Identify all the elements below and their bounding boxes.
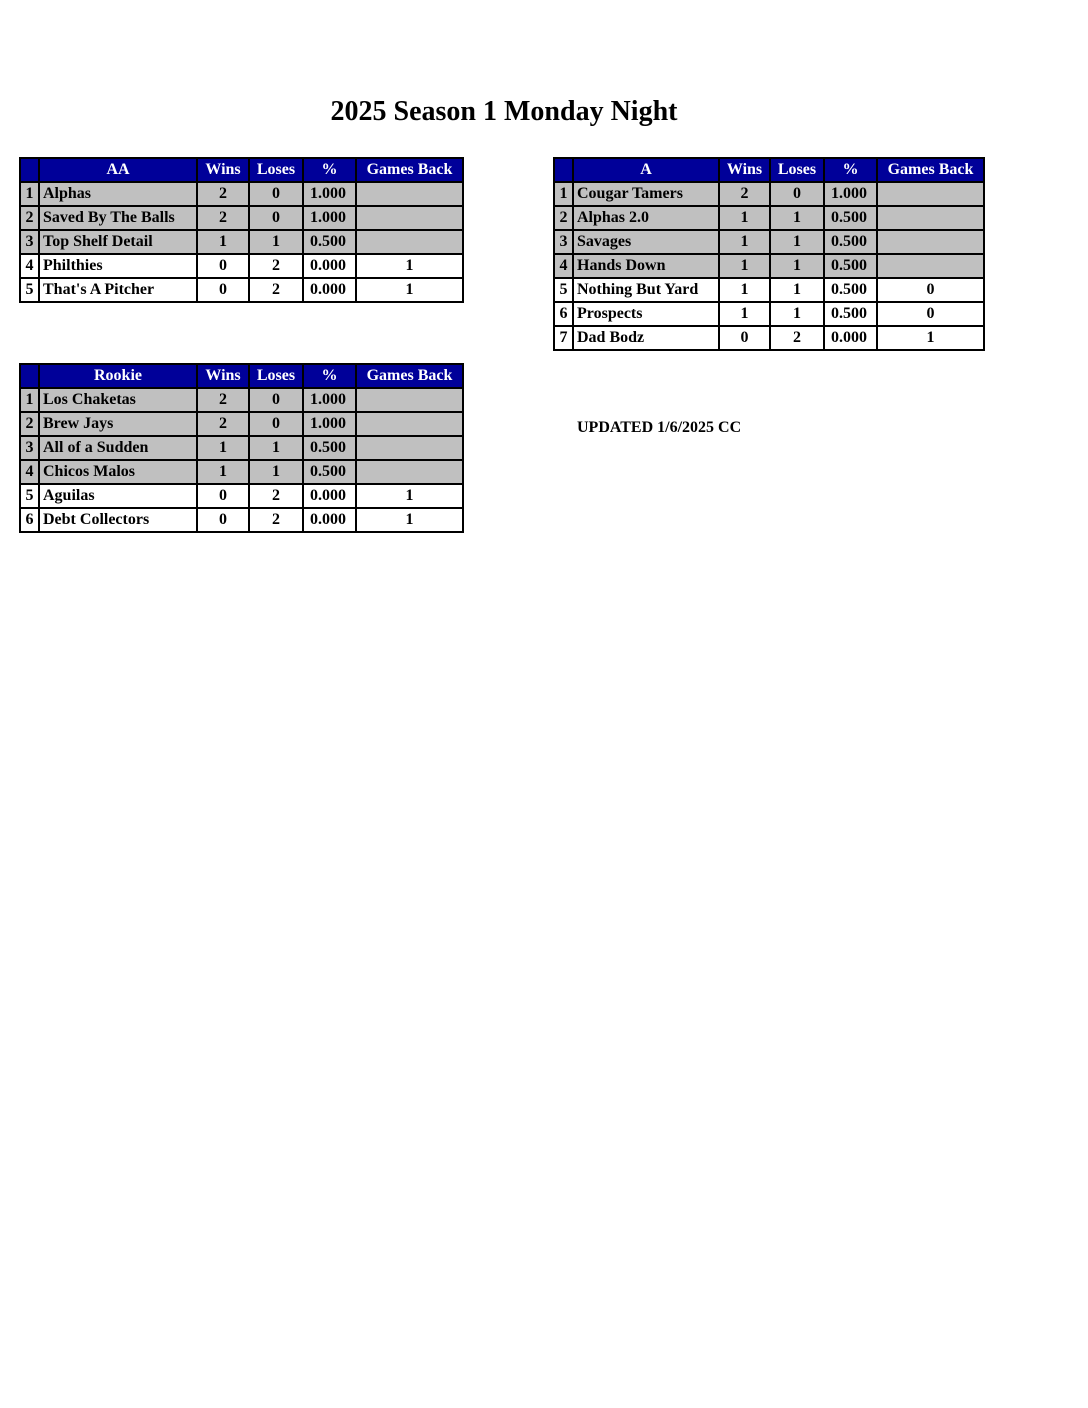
loses-cell: 2 — [249, 254, 303, 278]
loses-cell: 0 — [249, 182, 303, 206]
table-row — [20, 460, 463, 484]
team-name: Dad Bodz — [573, 326, 719, 350]
table-row — [20, 436, 463, 460]
loses-cell: 2 — [249, 484, 303, 508]
loses-cell: 1 — [770, 206, 824, 230]
division-name: A — [573, 158, 719, 182]
games-back-cell: 1 — [356, 278, 463, 302]
table-row — [20, 388, 463, 412]
wins-cell: 0 — [197, 254, 249, 278]
rank-cell: 5 — [554, 278, 573, 302]
wins-cell: 1 — [719, 254, 770, 278]
games-back-cell: 0 — [877, 302, 984, 326]
loses-cell: 2 — [249, 278, 303, 302]
team-name: Los Chaketas — [39, 388, 197, 412]
loses-cell: 0 — [249, 206, 303, 230]
wins-cell: 1 — [719, 230, 770, 254]
table-row — [20, 278, 463, 302]
team-name: All of a Sudden — [39, 436, 197, 460]
wins-cell: 1 — [719, 206, 770, 230]
rank-cell: 4 — [554, 254, 573, 278]
loses-cell: 1 — [770, 302, 824, 326]
table-header-row — [20, 364, 463, 388]
wins-cell: 0 — [719, 326, 770, 350]
pct-cell: 0.000 — [303, 484, 356, 508]
wins-cell: 1 — [719, 302, 770, 326]
pct-cell: 0.000 — [824, 326, 877, 350]
games-back-cell — [356, 460, 463, 484]
table-row — [20, 206, 463, 230]
rank-header — [20, 364, 39, 388]
rank-cell: 2 — [20, 206, 39, 230]
rank-cell: 3 — [20, 436, 39, 460]
games-back-cell — [877, 230, 984, 254]
games-back-header: Games Back — [356, 158, 463, 182]
wins-header: Wins — [719, 158, 770, 182]
pct-cell: 1.000 — [303, 182, 356, 206]
rank-cell: 1 — [554, 182, 573, 206]
wins-cell: 2 — [197, 412, 249, 436]
team-name: Top Shelf Detail — [39, 230, 197, 254]
wins-header: Wins — [197, 158, 249, 182]
wins-cell: 2 — [197, 182, 249, 206]
rank-cell: 5 — [20, 484, 39, 508]
pct-cell: 1.000 — [303, 388, 356, 412]
pct-cell: 0.500 — [303, 436, 356, 460]
team-name: Alphas 2.0 — [573, 206, 719, 230]
team-name: That's A Pitcher — [39, 278, 197, 302]
games-back-cell — [356, 388, 463, 412]
table-row — [20, 412, 463, 436]
pct-cell: 0.000 — [303, 278, 356, 302]
games-back-cell: 0 — [877, 278, 984, 302]
rank-cell: 4 — [20, 460, 39, 484]
table-row — [554, 302, 984, 326]
games-back-header: Games Back — [877, 158, 984, 182]
games-back-cell: 1 — [877, 326, 984, 350]
games-back-cell — [356, 206, 463, 230]
loses-cell: 1 — [770, 278, 824, 302]
wins-cell: 0 — [197, 278, 249, 302]
table-header-row — [554, 158, 984, 182]
team-name: Philthies — [39, 254, 197, 278]
wins-cell: 2 — [197, 206, 249, 230]
pct-cell: 0.500 — [303, 460, 356, 484]
pct-cell: 1.000 — [303, 206, 356, 230]
wins-cell: 1 — [197, 436, 249, 460]
division-name: Rookie — [39, 364, 197, 388]
updated-note: UPDATED 1/6/2025 CC — [577, 419, 742, 436]
rank-cell: 6 — [554, 302, 573, 326]
team-name: Savages — [573, 230, 719, 254]
table-row — [20, 508, 463, 532]
pct-cell: 0.500 — [824, 278, 877, 302]
wins-cell: 1 — [197, 230, 249, 254]
table-row — [554, 326, 984, 350]
table-row — [20, 254, 463, 278]
games-back-cell: 1 — [356, 254, 463, 278]
loses-cell: 0 — [770, 182, 824, 206]
team-name: Nothing But Yard — [573, 278, 719, 302]
table-row — [20, 230, 463, 254]
loses-cell: 1 — [249, 436, 303, 460]
wins-cell: 0 — [197, 508, 249, 532]
table-row — [554, 206, 984, 230]
team-name: Aguilas — [39, 484, 197, 508]
wins-cell: 1 — [197, 460, 249, 484]
games-back-cell — [356, 436, 463, 460]
rank-cell: 7 — [554, 326, 573, 350]
loses-header: Loses — [770, 158, 824, 182]
rank-header — [20, 158, 39, 182]
games-back-cell: 1 — [356, 508, 463, 532]
wins-cell: 1 — [719, 278, 770, 302]
pct-cell: 0.500 — [824, 206, 877, 230]
team-name: Debt Collectors — [39, 508, 197, 532]
rank-header — [554, 158, 573, 182]
pct-cell: 0.500 — [824, 230, 877, 254]
rank-cell: 1 — [20, 182, 39, 206]
pct-cell: 0.000 — [303, 254, 356, 278]
rank-cell: 6 — [20, 508, 39, 532]
games-back-cell — [877, 254, 984, 278]
team-name: Hands Down — [573, 254, 719, 278]
games-back-header: Games Back — [356, 364, 463, 388]
team-name: Saved By The Balls — [39, 206, 197, 230]
pct-cell: 0.000 — [303, 508, 356, 532]
loses-cell: 2 — [249, 508, 303, 532]
loses-header: Loses — [249, 364, 303, 388]
games-back-cell — [877, 182, 984, 206]
loses-cell: 0 — [249, 388, 303, 412]
rank-cell: 3 — [20, 230, 39, 254]
pct-cell: 1.000 — [824, 182, 877, 206]
table-row — [554, 182, 984, 206]
wins-cell: 0 — [197, 484, 249, 508]
games-back-cell — [356, 182, 463, 206]
wins-header: Wins — [197, 364, 249, 388]
loses-header: Loses — [249, 158, 303, 182]
pct-header: % — [824, 158, 877, 182]
rank-cell: 1 — [20, 388, 39, 412]
rank-cell: 5 — [20, 278, 39, 302]
pct-header: % — [303, 364, 356, 388]
pct-cell: 0.500 — [303, 230, 356, 254]
loses-cell: 1 — [249, 460, 303, 484]
team-name: Chicos Malos — [39, 460, 197, 484]
table-row — [554, 254, 984, 278]
rank-cell: 2 — [554, 206, 573, 230]
a-standings-table — [553, 157, 985, 351]
table-row — [554, 278, 984, 302]
rank-cell: 4 — [20, 254, 39, 278]
table-row — [554, 230, 984, 254]
table-row — [20, 484, 463, 508]
loses-cell: 1 — [249, 230, 303, 254]
loses-cell: 0 — [249, 412, 303, 436]
pct-header: % — [303, 158, 356, 182]
team-name: Brew Jays — [39, 412, 197, 436]
loses-cell: 1 — [770, 254, 824, 278]
loses-cell: 1 — [770, 230, 824, 254]
games-back-cell — [877, 206, 984, 230]
loses-cell: 2 — [770, 326, 824, 350]
rank-cell: 2 — [20, 412, 39, 436]
pct-cell: 1.000 — [303, 412, 356, 436]
rookie-standings-table — [19, 363, 464, 533]
games-back-cell — [356, 230, 463, 254]
games-back-cell — [356, 412, 463, 436]
page-title: 2025 Season 1 Monday Night — [330, 96, 678, 127]
team-name: Prospects — [573, 302, 719, 326]
table-header-row — [20, 158, 463, 182]
aa-standings-table — [19, 157, 464, 303]
wins-cell: 2 — [197, 388, 249, 412]
team-name: Alphas — [39, 182, 197, 206]
pct-cell: 0.500 — [824, 302, 877, 326]
wins-cell: 2 — [719, 182, 770, 206]
table-row — [20, 182, 463, 206]
team-name: Cougar Tamers — [573, 182, 719, 206]
pct-cell: 0.500 — [824, 254, 877, 278]
division-name: AA — [39, 158, 197, 182]
rank-cell: 3 — [554, 230, 573, 254]
games-back-cell: 1 — [356, 484, 463, 508]
